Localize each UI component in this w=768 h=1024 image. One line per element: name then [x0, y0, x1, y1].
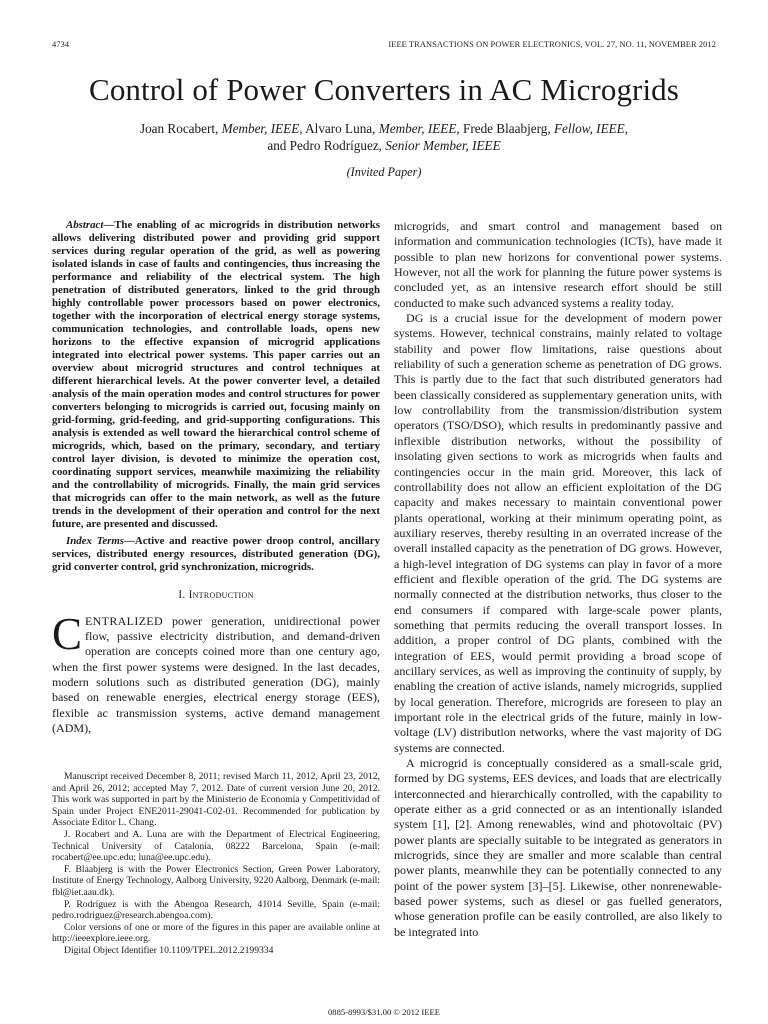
- section-number: I.: [178, 589, 189, 602]
- author-grade: Member, IEEE: [378, 121, 457, 136]
- left-column: [52, 219, 380, 736]
- running-header: IEEE TRANSACTIONS ON POWER ELECTRONICS, VOL. 27, NO. 11, NOVEMBER 2012: [388, 40, 716, 49]
- abstract: [52, 219, 380, 531]
- index-terms: [52, 535, 380, 574]
- body-paragraph: microgrids, and smart control and management based on information and communication technologies (ICTs), have made it possible to plan new horizons for conventional power systems. However, not all the work for planning the future power systems is concluded yet, as an intensive research effort should be still conducted to make such advanced systems a reality today.: [394, 219, 722, 310]
- index-terms-label: Index Terms: [66, 535, 125, 548]
- copyright-footer: 0885-8993/$31.00 © 2012 IEEE: [327, 1007, 441, 1017]
- author-name: Joan Rocabert,: [139, 121, 222, 136]
- author-name: , Alvaro Luna,: [299, 121, 379, 136]
- invited-paper-note: (Invited Paper): [346, 165, 422, 179]
- paper-title: Control of Power Converters in AC Microgrids: [89, 72, 679, 107]
- section-title: Introduction: [188, 589, 254, 602]
- author-line-2: [0, 137, 768, 154]
- section-heading: [52, 588, 380, 603]
- drop-cap: C: [52, 608, 83, 659]
- author-name: and Pedro Rodríguez,: [267, 138, 386, 153]
- abstract-text: —The enabling of ac microgrids in distribution networks allows delivering distributed power and providing grid support services during regular operation of the grid, as well as powering isolated islands in case of faults and contingencies, thus increasing the performance and reliability of the electrical system. The high penetration of distributed generators, linked to the grid through highly controllable power processors based on power electronics, together with the incorporation of electrical energy storage systems, communication technologies, and controllable loads, opens new horizons to the effective expansion of microgrid applications integrated into electrical power systems. This paper carries out an overview about microgrid structures and control techniques at different hierarchical levels. At the power converter level, a detailed analysis of the main operation modes and control structures for power converters belonging to microgrids is carried out, focusing mainly on grid-forming, grid-feeding, and grid-supporting configurations. This analysis is extended as well toward the hierarchical control scheme of microgrids, which, based on the primary, secondary, and tertiary control layer division, is devoted to minimize the operation cost, coordinating support services, meanwhile maximizing the reliability and the controllability of microgrids. Finally, the main grid services that microgrids can offer to the main network, as well as the future trends in the development of their operation and control for the next future, are presented and discussed.: [52, 219, 380, 531]
- author-list: [0, 120, 768, 154]
- footnote: J. Rocabert and A. Luna are with the Department of Electrical Engineering, Technical University of Catalonia, 08222 Barcelona, Spain (e-mail: rocabert@ee.upc.edu; luna@ee.upc.edu).: [52, 828, 380, 864]
- footnotes: [52, 771, 380, 957]
- introduction-paragraph: [52, 608, 380, 736]
- author-grade: Senior Member, IEEE: [385, 138, 501, 153]
- intro-caps: ENTRALIZED: [85, 613, 163, 628]
- right-column: [394, 219, 722, 940]
- page-number: 4734: [52, 40, 70, 49]
- intro-text: power generation, unidirectional power flow, passive electricity distribution, and demand-driven operation are concepts coined more than one century ago, when the first power systems were designed. In the last decades, modern solutions such as distributed generation (DG), mainly based on renewable energies, electrical energy storage (EES), flexible ac transmission systems, active demand management (ADM),: [52, 613, 380, 735]
- body-paragraph: DG is a crucial issue for the development of modern power systems. However, technical constrains, mainly related to voltage stability and power flow limitations, raise questions about reliability of such a generation scheme as penetration of DG grows. This is partly due to the fact that such distributed generators had been classically considered as supplementary generation units, with low controllability from the transmission/distribution system operators (TSO/DSO), which results in predominantly passive and inflexible distribution networks, without the possibility of insolating given sections to work as microgrids when faults and contingencies occur in the main grid. Moreover, this lack of controllability does not allow an efficient exploitation of the DG capacity and makes necessary to maintain conventional power plants operational, working at their minimum operating point, as auxiliary reserves, thereby resulting in an overrated increase of the overall installed capacity as the penetration of DG grows. However, a high-level integration of DG systems can play in favor of a more efficient and flexible operation of the grid. The DG systems are normally connected at the distribution networks, thus closer to the end consumers if compared with large-scale power plants, something that permits reducing the overall transport losses. In addition, a proper control of DG plants, combined with the integration of EES, would permit providing a broad scope of ancillary services, as well as improving the continuity of supply, by enabling the creation of active islands, namely microgrids, supplied by local generation. Therefore, microgrids are foreseen to play an important role in the electrical grids of the future, mainly in low-voltage (LV) distribution networks, where the vast majority of DG systems are connected.: [394, 311, 722, 755]
- author-grade: Fellow, IEEE: [553, 121, 625, 136]
- footnote: Color versions of one or more of the figures in this paper are available online at http://ieeexplore.ieee.org.: [52, 921, 380, 945]
- footnote: Manuscript received December 8, 2011; revised March 11, 2012, April 23, 2012, and April 26, 2012; accepted May 7, 2012. Date of current version June 20, 2012. This work was supported in part by the Ministerio de Economía y Competitividad of Spain under Project ENE2011-29041-C02-01. Recommended for publication by Associate Editor L. Chang.: [52, 771, 380, 829]
- index-terms-text: —Active and reactive power droop control, ancillary services, distributed energy resources, distributed generation (DG), grid converter control, grid synchronization, microgrids.: [52, 535, 380, 574]
- footnote: F. Blaabjerg is with the Power Electronics Section, Green Power Laboratory, Institute of Energy Technology, Aalborg University, 9220 Aalborg, Denmark (e-mail: fbl@iet.aau.dk).: [52, 863, 380, 898]
- abstract-label: Abstract: [66, 219, 104, 231]
- footnote: Digital Object Identifier 10.1109/TPEL.2012.2199334: [64, 944, 274, 956]
- author-grade: Member, IEEE: [221, 121, 300, 136]
- author-name: , Frede Blaabjerg,: [456, 121, 554, 136]
- body-paragraph: A microgrid is conceptually considered as a small-scale grid, formed by DG systems, EES devices, and loads that are electrically interconnected and hierarchically controlled, with the capability to operate either as a grid connected or as an intentionally islanded system [1], [2]. Among renewables, wind and photovoltaic (PV) power plants are specially suitable to be integrated as generators in microgrids, since they are smaller and more scalable than central power plants, meanwhile they can be potentially connected to any point of the power system [3]–[5]. Likewise, other nonrenewable-based power systems, such as diesel or gas fuelled generators, whose generation profile can be easily controlled, are also likely to be integrated into: [394, 756, 722, 939]
- footnote: P. Rodríguez is with the Abengoa Research, 41014 Seville, Spain (e-mail: pedro.rodriguez@research.abengoa.com).: [52, 898, 380, 922]
- author-line-1: [0, 120, 768, 137]
- author-separator: ,: [624, 121, 629, 136]
